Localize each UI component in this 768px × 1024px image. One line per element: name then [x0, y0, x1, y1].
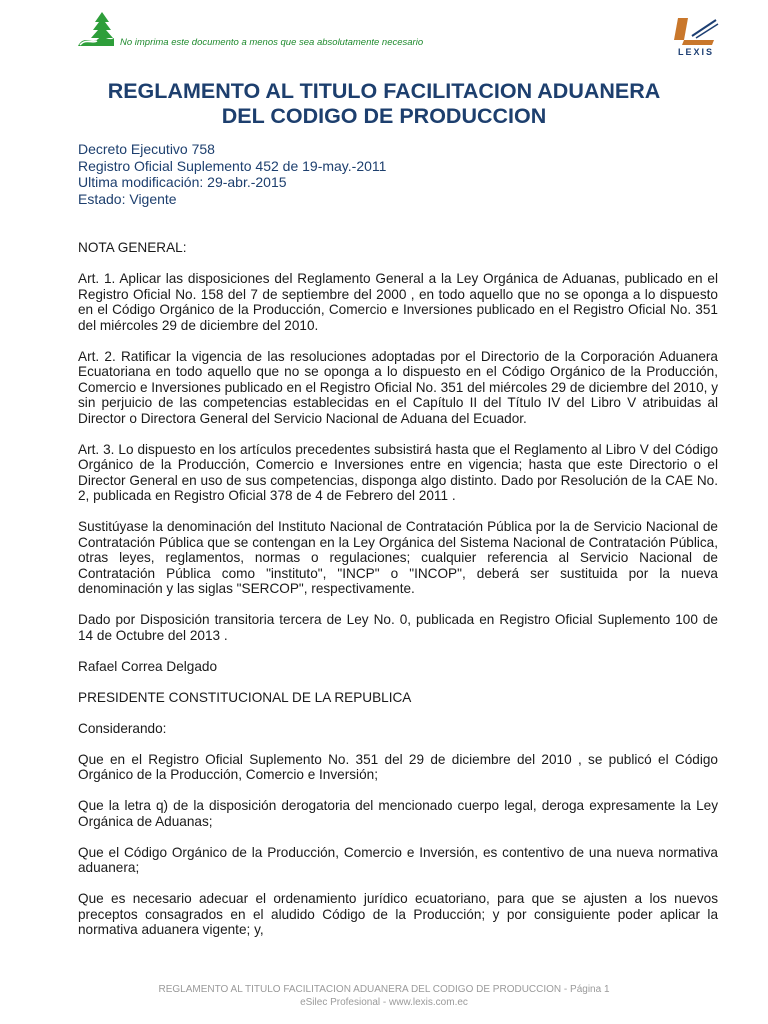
document-status: Estado: Vigente	[78, 190, 177, 207]
lexis-brand-text: LEXIS	[677, 47, 714, 57]
eco-notice: No imprima este documento a menos que sea absolutamente necesario	[120, 37, 424, 48]
title-line-2: DEL CODIGO DE PRODUCCION	[221, 104, 547, 128]
general-note-heading: NOTA GENERAL:	[78, 240, 187, 255]
article-2: Art. 2. Ratificar la vigencia de las resoluciones adoptadas por el Directorio de la Corporación Aduanera Ecuatoriana en todo aquello que no se oponga a lo dispuesto en el Código Orgánico de la Producción, Comercio e Inversiones publicado en el Registro Oficial No. 351 del miércoles 29 de diciembre del 2010, y sin perjuicio de las competencias establecidas en el Capítulo II del Título IV del Libro V atribuidas al Director o Directora General del Servicio Nacional de Aduana del Ecuador.	[78, 348, 718, 426]
considering-paragraph: Que en el Registro Oficial Suplemento No. 351 del 29 de diciembre del 2010 , se publicó el Código Orgánico de la Producción, Comercio e Inversión;	[78, 751, 718, 782]
signatory-title: PRESIDENTE CONSTITUCIONAL DE LA REPUBLICA	[78, 689, 412, 705]
considering-heading: Considerando:	[78, 720, 167, 736]
last-modified: Ultima modificación: 29-abr.-2015	[78, 174, 287, 190]
official-registry: Registro Oficial Suplemento 452 de 19-may.-2011	[78, 157, 387, 174]
document-body	[78, 240, 718, 953]
signatory-name: Rafael Correa Delgado	[78, 658, 218, 674]
considering-paragraph: Que la letra q) de la disposición derogatoria del mencionado cuerpo legal, deroga expresamente la Ley Orgánica de Aduanas;	[78, 798, 718, 829]
article-1: Art. 1. Aplicar las disposiciones del Reglamento General a la Ley Orgánica de Aduanas, publicado en el Registro Oficial No. 158 del 7 de septiembre del 2000 , en todo aquello que no se oponga a lo dispuesto en el Código Orgánico de la Producción, Comercio e Inversiones publicado en el Registro Oficial No. 351 del miércoles 29 de diciembre del 2010.	[78, 271, 718, 333]
footer-source: eSilec Profesional - www.lexis.com.ec	[300, 997, 468, 1008]
title-line-1: REGLAMENTO AL TITULO FACILITACION ADUANERA	[107, 79, 661, 103]
sercop-substitution-paragraph: Sustitúyase la denominación del Instituto Nacional de Contratación Pública por la de Servicio Nacional de Contratación Pública que se contengan en la Ley Orgánica del Sistema Nacional de Contratación Pública, otras leyes, reglamentos, normas o regulaciones; cualquier referencia al Servicio Nacional de Contratación Pública como "instituto", "INCP" o "INCOP", deberá ser sustituida por la nueva denominación y las siglas "SERCOP", respectivamente.	[78, 519, 718, 596]
page-header	[0, 0, 768, 62]
page-footer	[0, 983, 768, 1009]
document-title	[60, 79, 708, 129]
transitional-provision-paragraph: Dado por Disposición transitoria tercera de Ley No. 0, publicada en Registro Oficial Suplemento 100 de 14 de Octubre del 2013 .	[78, 612, 718, 643]
considering-paragraph: Que es necesario adecuar el ordenamiento jurídico ecuatoriano, para que se ajusten a los nuevos preceptos consagrados en el aludido Código de la Producción; y por consiguiente poder aplicar la normativa aduanera vigente; y,	[78, 891, 718, 937]
document-metadata	[78, 141, 698, 207]
considering-paragraph: Que el Código Orgánico de la Producción, Comercio e Inversión, es contentivo de una nueva normativa aduanera;	[78, 844, 718, 875]
article-3: Art. 3. Lo dispuesto en los artículos precedentes subsistirá hasta que el Reglamento al Libro V del Código Orgánico de la Producción, Comercio e Inversiones entre en vigencia; hasta que este Directorio o el Director General en uso de sus competencias, disponga algo distinto. Dado por Resolución de la CAE No. 2, publicada en Registro Oficial 378 de 4 de Febrero del 2011 .	[78, 441, 718, 503]
footer-page-label: REGLAMENTO AL TITULO FACILITACION ADUANERA DEL CODIGO DE PRODUCCION - Página 1	[158, 984, 610, 995]
decree-number: Decreto Ejecutivo 758	[78, 141, 215, 157]
tree-logo-icon	[78, 12, 114, 46]
